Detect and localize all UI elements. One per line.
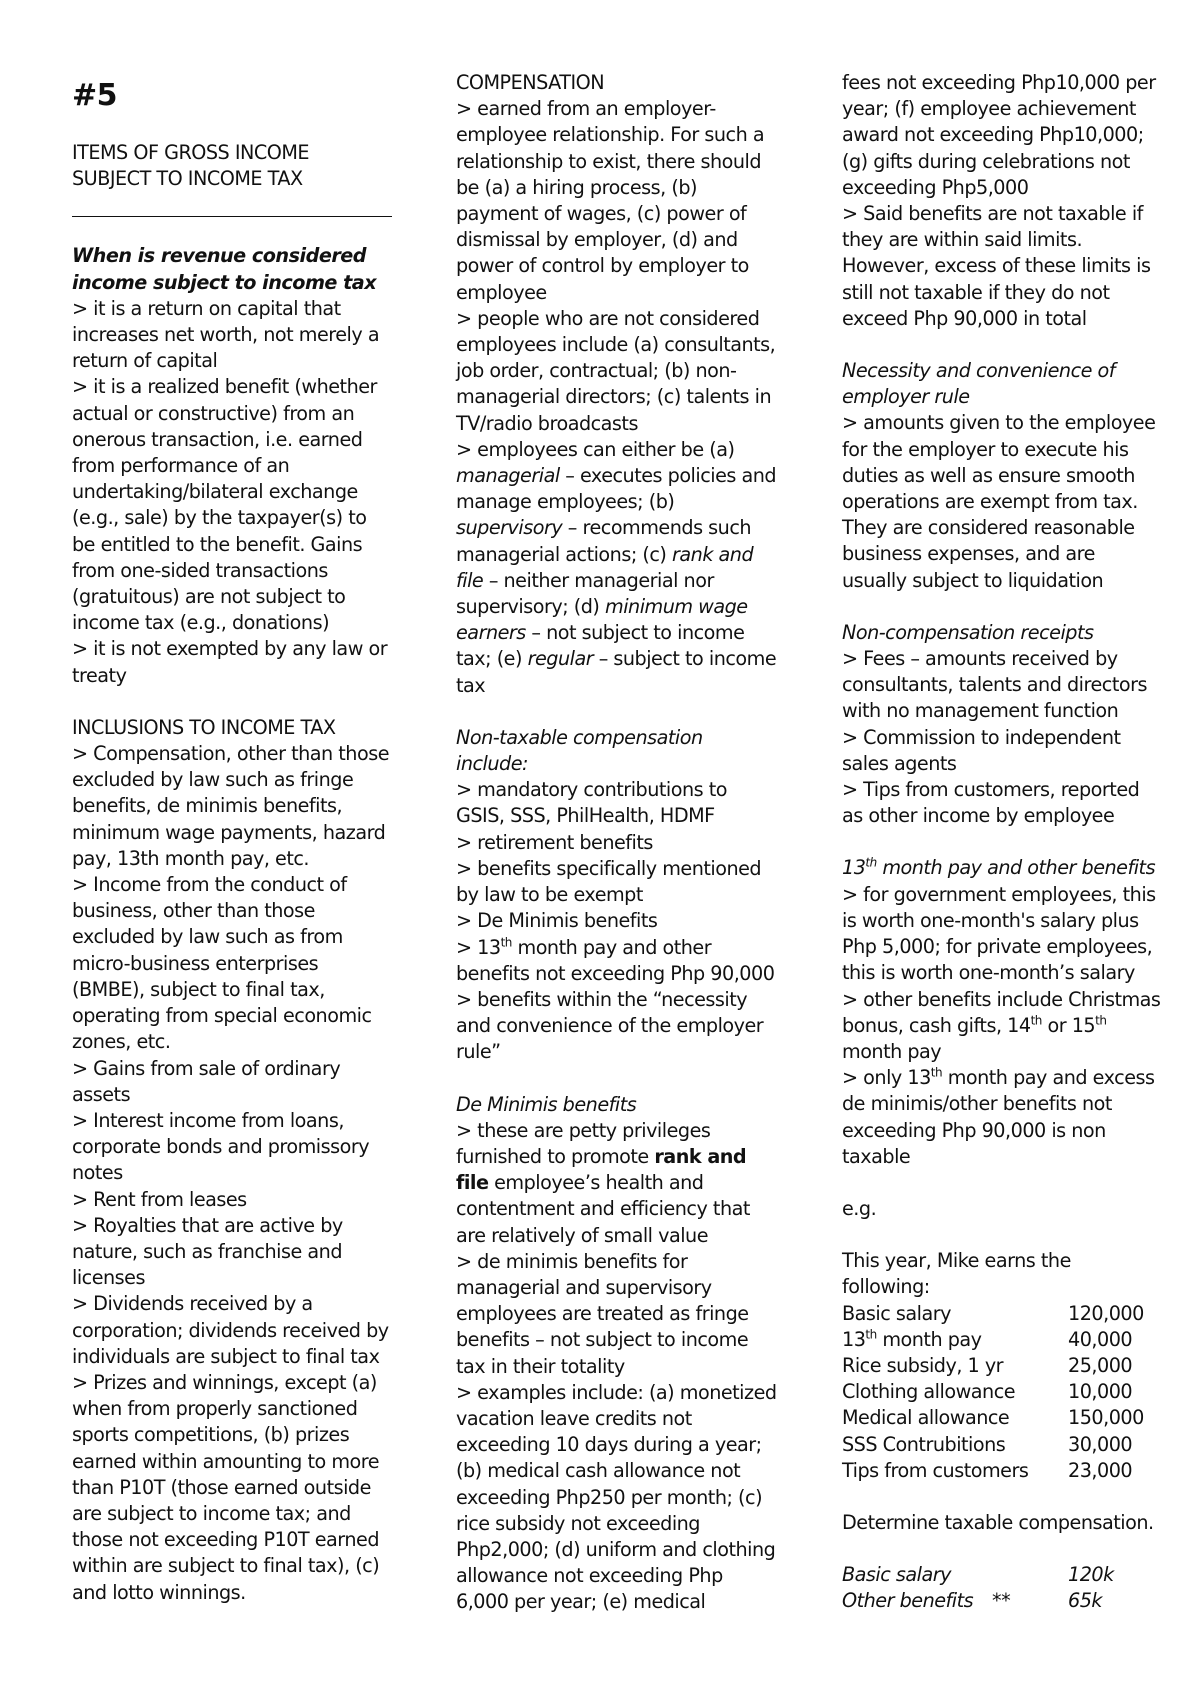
inclusion-item: > Prizes and winnings, except (a) when from properly sanctioned sports competitions, (b) prizes earned within amounting to more than P10T (those earned outside are subject to income tax; and those not exceeding P10T earned within are subject to final tax), (c) and lotto winnings.	[72, 1370, 380, 1604]
column-2	[456, 70, 780, 1616]
table-row: Basic salary 120k	[842, 1563, 1114, 1587]
necessity-heading: Necessity and convenience of employer rule	[842, 359, 1116, 409]
inclusion-item: > Rent from leases	[72, 1187, 247, 1211]
divider	[72, 216, 392, 217]
de-minimis-item-2: > de minimis benefits for managerial and supervisory employees are treated as fringe benefits – not subject to income tax in their totality	[456, 1249, 749, 1378]
13th-month-item: > other benefits include Christmas bonus, cash gifts, 14th or 15th month pay	[842, 987, 1161, 1063]
non-compensation-heading: Non-compensation receipts	[842, 620, 1094, 644]
inclusion-item: > Royalties that are active by nature, such as franchise and licenses	[72, 1213, 343, 1290]
continued-text: fees not exceeding Php10,000 per year; (f) employee achievement award not exceeding Php10,000; (g) gifts during celebrations not exceeding Php5,000	[842, 71, 1156, 199]
inclusion-item: > Interest income from loans, corporate bonds and promissory notes	[72, 1108, 370, 1185]
table-row: Other benefits ** 65k	[842, 1589, 1103, 1613]
determine-prompt: Determine taxable compensation.	[842, 1510, 1154, 1534]
inclusion-item: > Income from the conduct of business, other than those excluded by law such as from micro-business enterprises (BMBE), subject to final tax, operating from special economic zones, etc.	[72, 873, 372, 1054]
non-compensation-item: > Commission to independent sales agents	[842, 725, 1121, 775]
nontaxable-item: > benefits specifically mentioned by law to be exempt	[456, 856, 762, 907]
column-1	[72, 70, 392, 1606]
nontaxable-item: > mandatory contributions to GSIS, SSS, PhilHealth, HDMF	[456, 778, 727, 828]
table-row: 13th month pay 40,000	[842, 1327, 1133, 1351]
inclusion-item: > Dividends received by a corporation; dividends received by individuals are subject to final tax	[72, 1292, 389, 1368]
q-item-2: > it is a realized benefit (whether actual or constructive) from an onerous transaction, i.e. earned from performance of an undertaking/bilateral exchange (e.g., sale) by the taxpayer(s) to be entitled to the benefit. Gains from one-sided transactions (gratuitous) are not subject to income tax (e.g., donations)	[72, 375, 377, 635]
section-title-line-2: SUBJECT TO INCOME TAX	[72, 167, 303, 191]
de-minimis-heading: De Minimis benefits	[456, 1092, 637, 1116]
compensation-item-2: > people who are not considered employees include (a) consultants, job order, contractual; (b) non-managerial directors; (c) talents in TV/radio broadcasts	[456, 306, 776, 435]
table-row: Rice subsidy, 1 yr 25,000	[842, 1353, 1133, 1377]
13th-month-item: > for government employees, this is worth one-month's salary plus Php 5,000; for private employees, this is worth one-month’s salary	[842, 882, 1156, 985]
de-minimis-item-3: > examples include: (a) monetized vacation leave credits not exceeding 10 days during a year; (b) medical cash allowance not exceeding Php250 per month; (c) rice subsidy not exceeding Php2,000; (d) uniform and clothing allowance not exceeding Php 6,000 per year; (e) medical	[456, 1380, 777, 1614]
inclusion-item: > Gains from sale of ordinary assets	[72, 1056, 341, 1106]
table-row: SSS Contrubitions 30,000	[842, 1432, 1133, 1456]
necessity-item: > amounts given to the employee for the employer to execute his duties as well as ensure smooth operations are exempt from tax. They are considered reasonable business expenses, and are usually subject to liquidation	[842, 411, 1156, 592]
q-item-1: > it is a return on capital that increases net worth, not merely a return of capital	[72, 296, 380, 373]
salary-table	[842, 1301, 1144, 1484]
nontaxable-item: > benefits within the “necessity and convenience of the employer rule”	[456, 987, 764, 1064]
13th-month-item: > only 13th month pay and excess de minimis/other benefits not exceeding Php 90,000 is non taxable	[842, 1065, 1155, 1168]
table-row: Clothing allowance 10,000	[842, 1380, 1133, 1404]
nontaxable-item: > 13th month pay and other benefits not exceeding Php 90,000	[456, 935, 775, 985]
table-row: Basic salary 120,000	[842, 1301, 1144, 1325]
de-minimis-item-1: > these are petty privileges furnished to promote rank and file employee’s health and contentment and efficiency that are relatively of small value	[456, 1118, 750, 1247]
q-item-3: > it is not exempted by any law or treaty	[72, 637, 388, 687]
section-title	[72, 140, 392, 192]
answer-table	[842, 1562, 1114, 1614]
nontaxable-item: > retirement benefits	[456, 830, 653, 854]
non-compensation-item: > Fees – amounts received by consultants, talents and directors with no management function	[842, 647, 1147, 723]
compensation-item-1: > earned from an employer-employee relationship. For such a relationship to exist, there should be (a) a hiring process, (b) payment of wages, (c) power of dismissal by employer, (d) and power of control by employer to employee	[456, 97, 765, 304]
column-3	[842, 70, 1162, 1615]
compensation-heading: COMPENSATION	[456, 71, 605, 94]
inclusion-item: > Compensation, other than those excluded by law such as fringe benefits, de minimis benefits, minimum wage payments, hazard pay, 13th month pay, etc.	[72, 742, 389, 870]
table-row: Medical allowance 150,000	[842, 1406, 1144, 1430]
nontaxable-item: > De Minimis benefits	[456, 909, 658, 933]
inclusions-heading: INCLUSIONS TO INCOME TAX	[72, 715, 336, 739]
example-intro: This year, Mike earns the following:	[842, 1249, 1071, 1299]
page-number: #5	[72, 78, 118, 113]
non-compensation-item: > Tips from customers, reported as other income by employee	[842, 778, 1140, 828]
example-label: e.g.	[842, 1196, 877, 1220]
13th-month-heading: 13th month pay and other benefits	[842, 856, 1156, 880]
section-title-line-1: ITEMS OF GROSS INCOME	[72, 141, 310, 164]
compensation-item-3: > employees can either be (a) managerial – executes policies and manage employees; (b) supervisory – recommends such managerial actions; (c) rank and file – neither managerial nor supervisory; (d) minimum wage earners – not subject to income tax; (e) regular – subject to income tax	[456, 437, 777, 697]
question-heading: When is revenue considered income subject to income tax	[72, 244, 377, 294]
nontaxable-heading: Non-taxable compensation include:	[456, 725, 703, 776]
table-row: Tips from customers 23,000	[842, 1458, 1133, 1482]
limits-note: > Said benefits are not taxable if they are within said limits. However, excess of these limits is still not taxable if they do not exceed Php 90,000 in total	[842, 202, 1151, 330]
